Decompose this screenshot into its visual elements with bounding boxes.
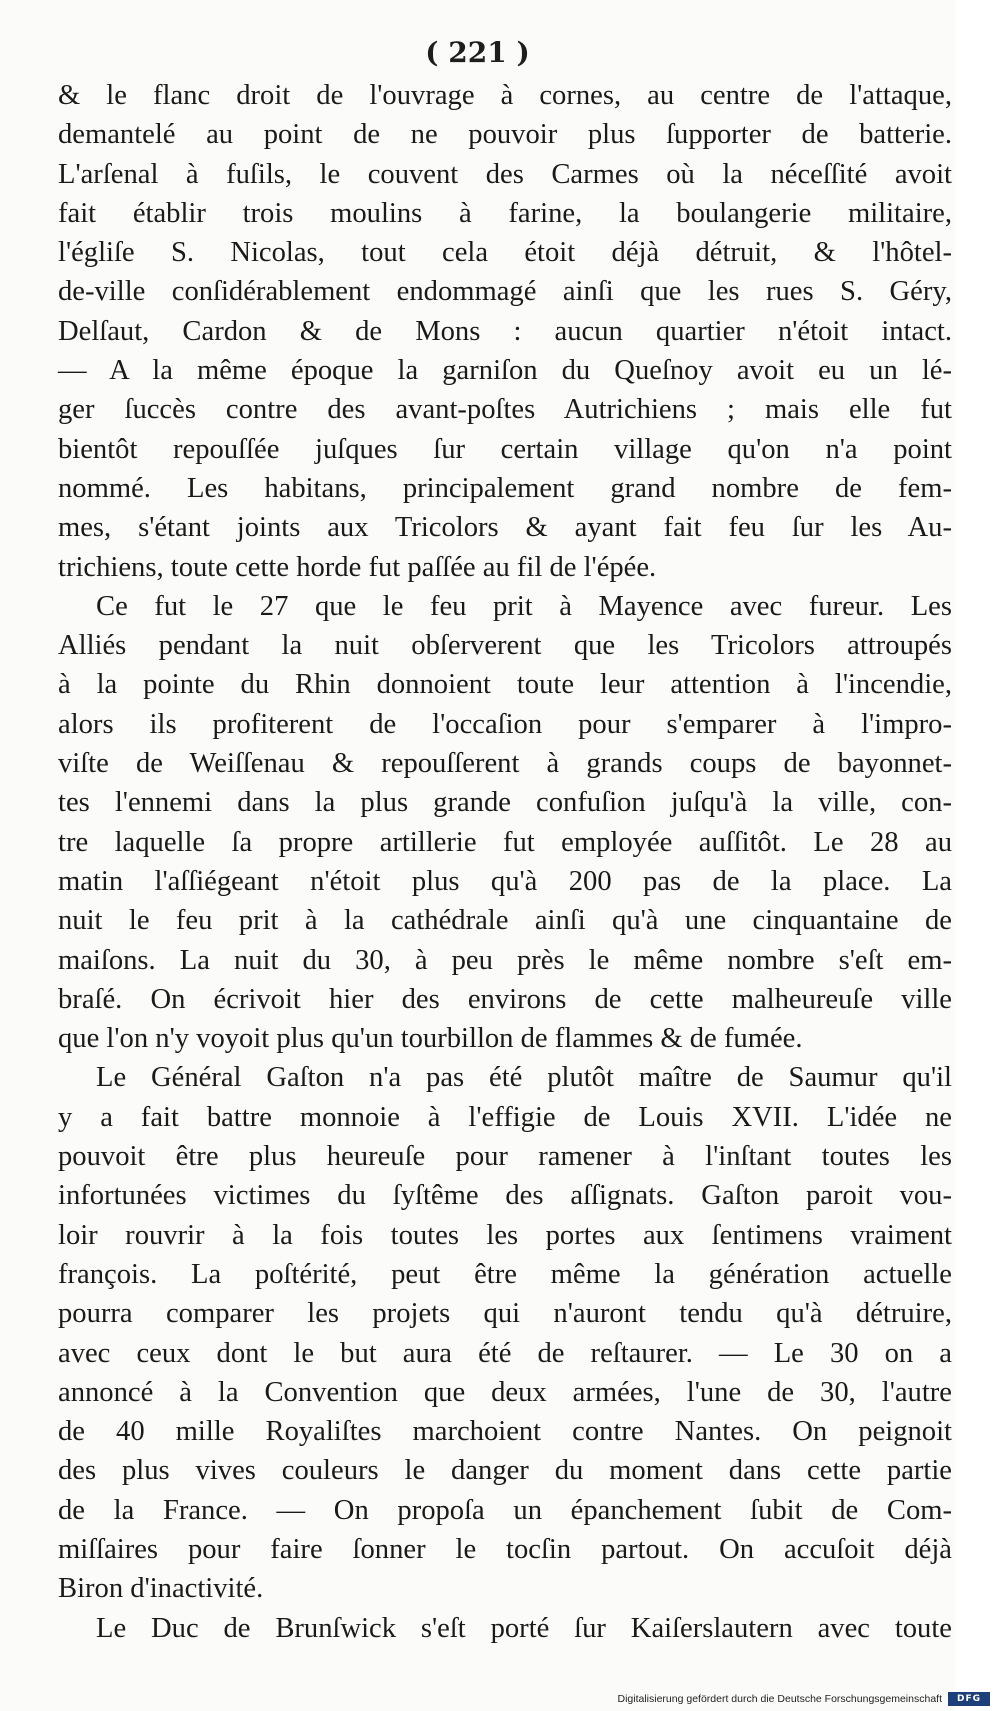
text-line: alors ils profiterent de l'occaſion pour s'emparer à l'impro- [58,708,952,740]
text-line: matin l'aſſiégeant n'étoit plus qu'à 200 pas de la place. La [58,865,952,897]
text-line: loir rouvrir à la fois toutes les portes aux ſentimens vraiment [58,1219,952,1251]
text-line: nuit le feu prit à la cathédrale ainſi qu'à une cinquantaine de [58,905,952,937]
text-line: viſte de Weiſſenau & repouſſerent à grands coups de bayonnet- [58,748,952,780]
digitization-credit: Digitalisierung gefördert durch die Deutsche Forschungsgemeinschaft [617,1693,942,1705]
text-line: maiſons. La nuit du 30, à peu près le même nombre s'eſt em- [58,944,952,976]
text-line: — A la même époque la garniſon du Queſnoy avoit eu un lé- [58,355,952,387]
text-line: Biron d'inactivité. [58,1573,264,1605]
text-line: de-ville conſidérablement endommagé ainſi que les rues S. Géry, [58,276,952,308]
text-line: bientôt repouſſée juſques ſur certain village qu'on n'a point [58,433,952,465]
text-line: que l'on n'y voyoit plus qu'un tourbillon de flammes & de fumée. [58,1023,803,1055]
text-line: Le Duc de Brunſwick s'eſt porté ſur Kaiſerslautern avec toute [96,1612,952,1644]
text-line: mes, s'étant joints aux Tricolors & ayant fait feu ſur les Au- [58,512,952,544]
text-line: françois. La poſtérité, peut être même la génération actuelle [58,1258,952,1290]
text-line: trichiens, toute cette horde fut paſſée au fil de l'épée. [58,551,657,583]
text-line: ger ſuccès contre des avant-poſtes Autrichiens ; mais elle fut [58,394,952,426]
text-line: avec ceux dont le but aura été de reſtaurer. — Le 30 on a [58,1337,952,1369]
text-line: infortunées victimes du ſyſtême des aſſignats. Gaſton paroit vou- [58,1180,952,1212]
text-line: braſé. On écrivoit hier des environs de cette malheureuſe ville [58,983,952,1015]
footer-bar [0,1688,1000,1711]
text-line: y a fait battre monnoie à l'effigie de Louis XVII. L'idée ne [58,1101,952,1133]
text-line: miſſaires pour faire ſonner le tocſin partout. On accuſoit déjà [58,1533,952,1565]
text-line: à la pointe du Rhin donnoient toute leur attention à l'incendie, [58,669,952,701]
text-line: de 40 mille Royaliſtes marchoient contre Nantes. On peignoit [58,1416,952,1448]
body-text [58,76,952,1648]
text-line: tre laquelle ſa propre artillerie fut employée auſſitôt. Le 28 au [58,826,952,858]
text-line: annoncé à la Convention que deux armées, l'une de 30, l'autre [58,1376,952,1408]
text-line: l'égliſe S. Nicolas, tout cela étoit déjà détruit, & l'hôtel- [58,237,952,269]
dfg-logo-icon: DFG [948,1692,990,1706]
text-line: nommé. Les habitans, principalement grand nombre de fem- [58,472,952,504]
text-line: Le Général Gaſton n'a pas été plutôt maître de Saumur qu'il [96,1062,952,1094]
text-line: de la France. — On propoſa un épanchement ſubit de Com- [58,1494,952,1526]
text-line: Ce fut le 27 que le feu prit à Mayence avec fureur. Les [96,590,952,622]
text-line: fait établir trois moulins à farine, la boulangerie militaire, [58,197,952,229]
text-line: tes l'ennemi dans la plus grande confuſion juſqu'à la ville, con- [58,787,952,819]
text-line: Alliés pendant la nuit obſerverent que les Tricolors attroupés [58,630,952,662]
text-line: des plus vives couleurs le danger du moment dans cette partie [58,1455,952,1487]
text-line: L'arſenal à fuſils, le couvent des Carmes où la néceſſité avoit [58,158,952,190]
text-line: pourra comparer les projets qui n'auront tendu qu'à détruire, [58,1298,952,1330]
page-number: ( 221 ) [425,36,530,69]
text-line: & le flanc droit de l'ouvrage à cornes, au centre de l'attaque, [58,80,952,111]
text-line: Delſaut, Cardon & de Mons : aucun quartier n'étoit intact. [58,315,952,347]
text-line: demantelé au point de ne pouvoir plus ſupporter de batterie. [58,119,952,151]
text-line: pouvoit être plus heureuſe pour ramener à l'inſtant toutes les [58,1141,952,1173]
